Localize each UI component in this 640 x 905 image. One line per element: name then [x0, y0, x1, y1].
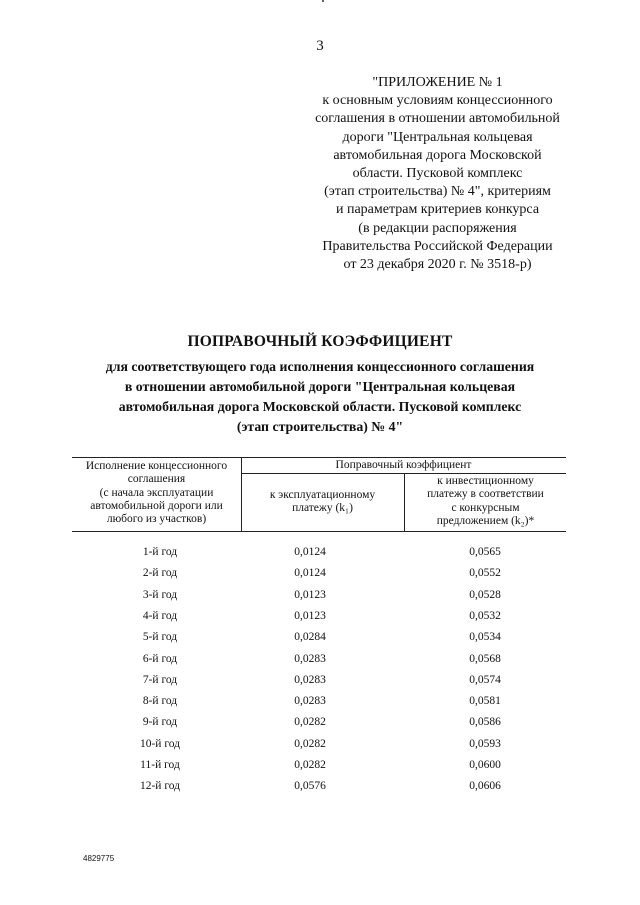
cell-year: 10-й год: [139, 737, 181, 750]
cell-year: 4-й год: [142, 609, 178, 622]
cell-k2: 0,0600: [469, 759, 501, 771]
subtitle-line: (этап строительства) № 4": [236, 419, 404, 434]
cell-k1: 0,0283: [294, 652, 326, 665]
scan-mark: [322, 0, 324, 2]
cell-year: 7-й год: [142, 673, 178, 686]
cell-k2: 0,0568: [469, 652, 501, 665]
cell-k1: 0,0284: [294, 631, 326, 644]
cell-year: 12-й год: [139, 780, 181, 793]
document-title: ПОПРАВОЧНЫЙ КОЭФФИЦИЕНТ: [187, 333, 453, 350]
cell-k1: 0,0124: [294, 567, 326, 580]
appendix-line: Правительства Российской Федерации: [322, 238, 553, 254]
header-execution-column: Исполнение концессионного соглашения (с начала эксплуатации автомобильной дороги или любого из участков): [85, 460, 228, 526]
appendix-header: [290, 74, 585, 274]
table-row: [0, 759, 640, 780]
document-subtitle: [60, 357, 580, 437]
header-k1-column: к эксплуатационному платежу (k₁): [269, 489, 376, 515]
cell-k1: 0,0282: [294, 737, 326, 750]
table-row: [0, 695, 640, 716]
cell-k1: 0,0576: [294, 780, 326, 793]
appendix-line: к основным условиям концессионного: [322, 93, 553, 109]
cell-k2: 0,0552: [469, 567, 501, 580]
cell-year: 6-й год: [142, 652, 178, 665]
appendix-line: автомобильная дорога Московской: [333, 147, 542, 163]
cell-k2: 0,0534: [469, 631, 501, 644]
header-k2-column: к инвестиционному платежу в соответствии с конкурсным предложением (k₂)*: [427, 475, 544, 527]
cell-k2: 0,0581: [469, 695, 501, 708]
table-row: [0, 631, 640, 652]
cell-year: 9-й год: [142, 716, 178, 729]
cell-year: 8-й год: [142, 695, 178, 708]
cell-k1: 0,0123: [294, 609, 326, 622]
subtitle-line: для соответствующего года исполнения концессионного соглашения: [105, 359, 535, 374]
table-row: [0, 546, 640, 567]
cell-k2: 0,0606: [469, 780, 501, 793]
cell-year: 1-й год: [142, 546, 178, 558]
page-number: 3: [316, 38, 324, 54]
document-id: 4829775: [83, 854, 115, 863]
subtitle-line: в отношении автомобильной дороги "Центральная кольцевая: [124, 379, 516, 394]
cell-k2: 0,0593: [469, 737, 501, 750]
table-row: [0, 738, 640, 759]
cell-k1: 0,0123: [294, 588, 326, 601]
header-group-coefficient: Поправочный коэффициент: [335, 459, 472, 471]
appendix-line: и параметрам критериев конкурса: [335, 202, 540, 218]
appendix-line: соглашения в отношении автомобильной: [315, 111, 560, 127]
cell-k2: 0,0574: [469, 673, 501, 686]
cell-k2: 0,0565: [469, 546, 501, 558]
cell-k1: 0,0282: [294, 716, 326, 729]
cell-k2: 0,0532: [469, 609, 501, 622]
cell-year: 11-й год: [140, 759, 180, 771]
table-header-bottom-rule: [72, 531, 566, 532]
table-row: [0, 674, 640, 695]
cell-k1: 0,0282: [294, 759, 326, 771]
cell-k2: 0,0528: [469, 588, 501, 601]
cell-k1: 0,0283: [294, 695, 326, 708]
cell-k2: 0,0586: [469, 716, 501, 729]
cell-year: 2-й год: [142, 567, 178, 580]
appendix-line: области. Пусковой комплекс: [352, 166, 523, 182]
cell-year: 5-й год: [142, 631, 178, 644]
appendix-line: от 23 декабря 2020 г. № 3518-р): [343, 257, 532, 273]
appendix-line: дороги "Центральная кольцевая: [342, 129, 533, 145]
subtitle-line: автомобильная дорога Московской области. Пусковой комплекс: [118, 399, 522, 414]
cell-k1: 0,0124: [294, 546, 326, 558]
table-row: [0, 653, 640, 674]
table-row: [0, 716, 640, 737]
table-row: [0, 589, 640, 610]
table-row: [0, 780, 640, 801]
cell-year: 3-й год: [142, 588, 178, 601]
cell-k1: 0,0283: [294, 673, 326, 686]
appendix-line: "ПРИЛОЖЕНИЕ № 1: [372, 75, 503, 90]
appendix-line: (в редакции распоряжения: [358, 220, 517, 236]
appendix-line: (этап строительства) № 4", критериям: [324, 184, 551, 200]
table-row: [0, 567, 640, 588]
table-top-rule: [72, 457, 566, 458]
table-row: [0, 610, 640, 631]
